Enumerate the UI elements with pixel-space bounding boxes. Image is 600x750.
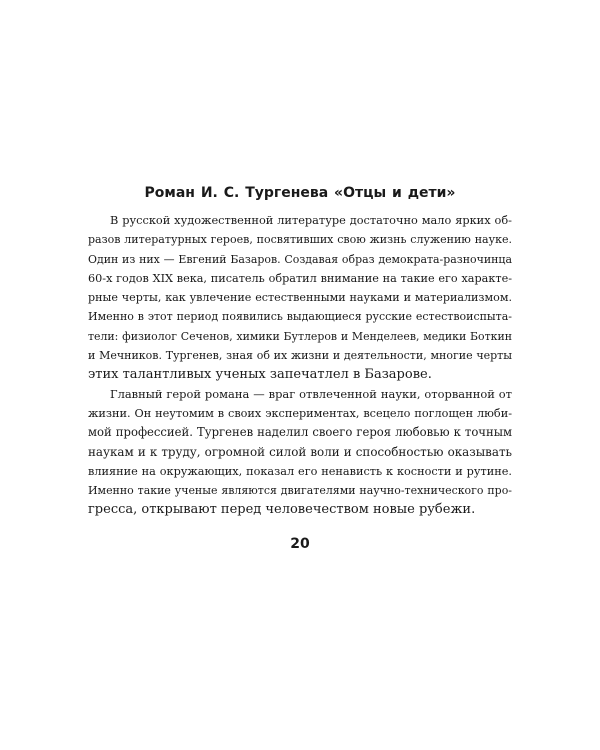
text-line: рные черты, как увлечение естественными науками и материализмом.	[88, 291, 512, 305]
text-line: тели: физиолог Сеченов, химики Бутлеров и Менделеев, медики Боткин	[88, 329, 512, 343]
text-line: Главный герой романа — враг отвлеченной науки, оторванной от	[110, 386, 512, 401]
text-line: этих талантливых ученых запечатлел в Базарове.	[88, 367, 432, 383]
text-line: 60-х годов XIX века, писатель обратил внимание на такие его характе-	[88, 271, 512, 285]
text-line: влияние на окружающих, показал его ненависть к косности и рутине.	[88, 464, 512, 478]
paragraph-2	[88, 385, 512, 520]
text-line: В русской художественной литературе достаточно мало ярких об-	[110, 213, 512, 227]
text-line: Именно в этот период появились выдающиеся русские естествоиспыта-	[88, 310, 512, 324]
paragraph-1	[88, 211, 512, 385]
chapter-title: Роман И. С. Тургенева «Отцы и дети»	[144, 185, 456, 201]
body-text	[88, 211, 512, 520]
page-number: 20	[290, 536, 310, 552]
text-line: разов литературных героев, посвятивших свою жизнь служению науке.	[88, 233, 512, 247]
text-line: наукам и к труду, огромной силой воли и способностью оказывать	[88, 444, 512, 459]
text-line: жизни. Он неутомим в своих экспериментах, всецело поглощен люби-	[88, 406, 512, 420]
text-line: гресса, открывают перед человечеством новые рубежи.	[88, 502, 476, 518]
text-line: Один из них — Евгений Базаров. Создавая образ демократа-разночинца	[88, 252, 512, 266]
text-line: и Мечников. Тургенев, зная об их жизни и деятельности, многие черты	[88, 349, 512, 363]
text-line: Именно такие ученые являются двигателями научно-технического про-	[88, 484, 512, 498]
text-line: мой профессией. Тургенев наделил своего героя любовью к точным	[88, 425, 512, 440]
